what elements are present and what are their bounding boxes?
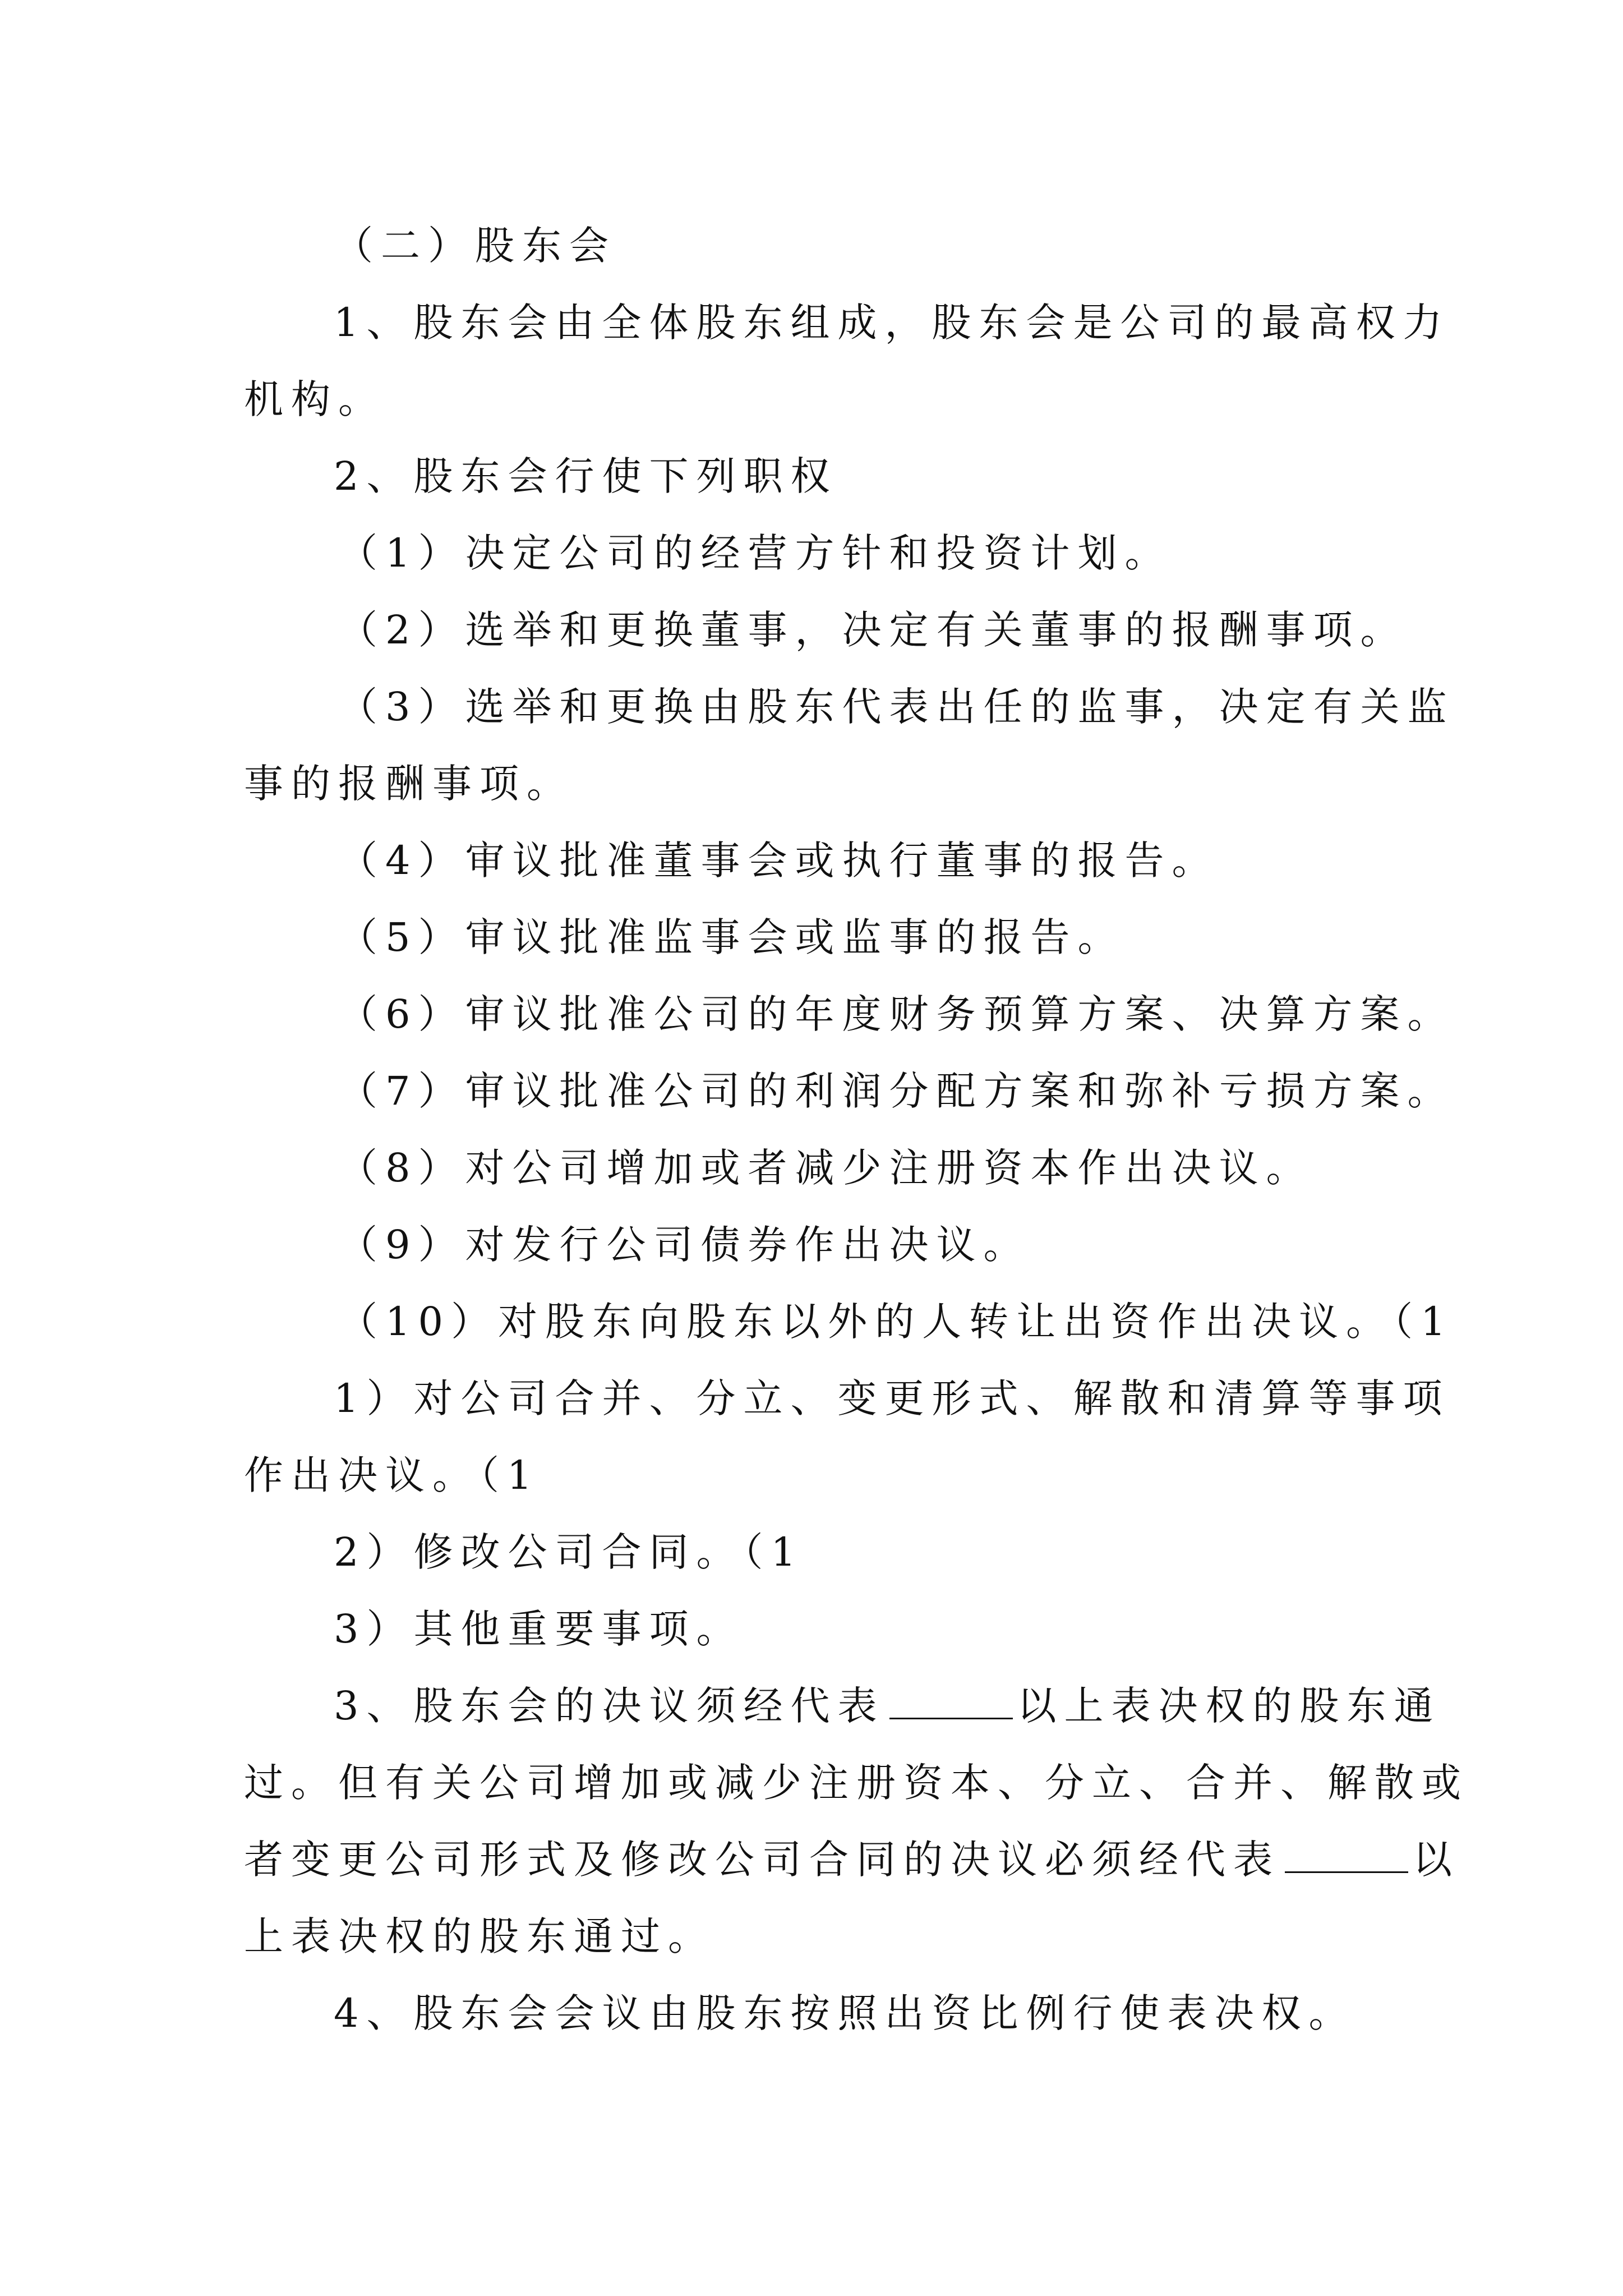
list-item: （5）审议批准监事会或监事的报告。 bbox=[338, 914, 1125, 960]
list-item: 3）其他重要事项。 bbox=[334, 1606, 744, 1652]
list-item: （1）决定公司的经营方针和投资计划。 bbox=[338, 530, 1172, 576]
list-item: （8）对公司增加或者减少注册资本作出决议。 bbox=[338, 1145, 1313, 1191]
list-item-continuation: 作出决议。（1 bbox=[244, 1452, 540, 1498]
paragraph-line: 上表决权的股东通过。 bbox=[244, 1913, 715, 1959]
list-item: （2）选举和更换董事，决定有关董事的报酬事项。 bbox=[338, 607, 1408, 653]
paragraph-text: 以上表决权的股东通 bbox=[1017, 1683, 1441, 1729]
list-item: 2）修改公司合同。（1 bbox=[334, 1529, 804, 1575]
fill-in-blank[interactable] bbox=[889, 1678, 1013, 1719]
paragraph-text: 以 bbox=[1413, 1837, 1460, 1883]
section-heading: （二）股东会 bbox=[334, 223, 616, 269]
paragraph-line: 过。但有关公司增加或减少注册资本、分立、合并、解散或 bbox=[244, 1760, 1469, 1806]
list-item: （3）选举和更换由股东代表出任的监事，决定有关监 bbox=[338, 684, 1455, 730]
paragraph-text: 者变更公司形式及修改公司合同的决议必须经代表 bbox=[244, 1837, 1280, 1883]
list-item: （10）对股东向股东以外的人转让出资作出决议。（1 bbox=[338, 1299, 1454, 1345]
paragraph-text: 3、股东会的决议须经代表 bbox=[334, 1683, 885, 1729]
paragraph-line: 4、股东会会议由股东按照出资比例行使表决权。 bbox=[334, 1990, 1356, 2036]
list-item: （4）审议批准董事会或执行董事的报告。 bbox=[338, 838, 1219, 884]
document-body bbox=[244, 208, 1469, 2052]
paragraph-line bbox=[244, 1668, 1441, 1745]
list-item: （6）审议批准公司的年度财务预算方案、决算方案。 bbox=[338, 991, 1455, 1037]
list-item: 1）对公司合并、分立、变更形式、解散和清算等事项 bbox=[334, 1375, 1450, 1421]
fill-in-blank[interactable] bbox=[1285, 1832, 1408, 1873]
paragraph-line bbox=[244, 1821, 1460, 1898]
list-item: （7）审议批准公司的利润分配方案和弥补亏损方案。 bbox=[338, 1068, 1455, 1114]
paragraph-line: 机构。 bbox=[244, 376, 385, 422]
paragraph-line: 1、股东会由全体股东组成，股东会是公司的最高权力 bbox=[334, 300, 1450, 346]
list-item-continuation: 事的报酬事项。 bbox=[244, 761, 574, 807]
list-item: （9）对发行公司债券作出决议。 bbox=[338, 1222, 1031, 1268]
paragraph-line: 2、股东会行使下列职权 bbox=[334, 453, 838, 499]
